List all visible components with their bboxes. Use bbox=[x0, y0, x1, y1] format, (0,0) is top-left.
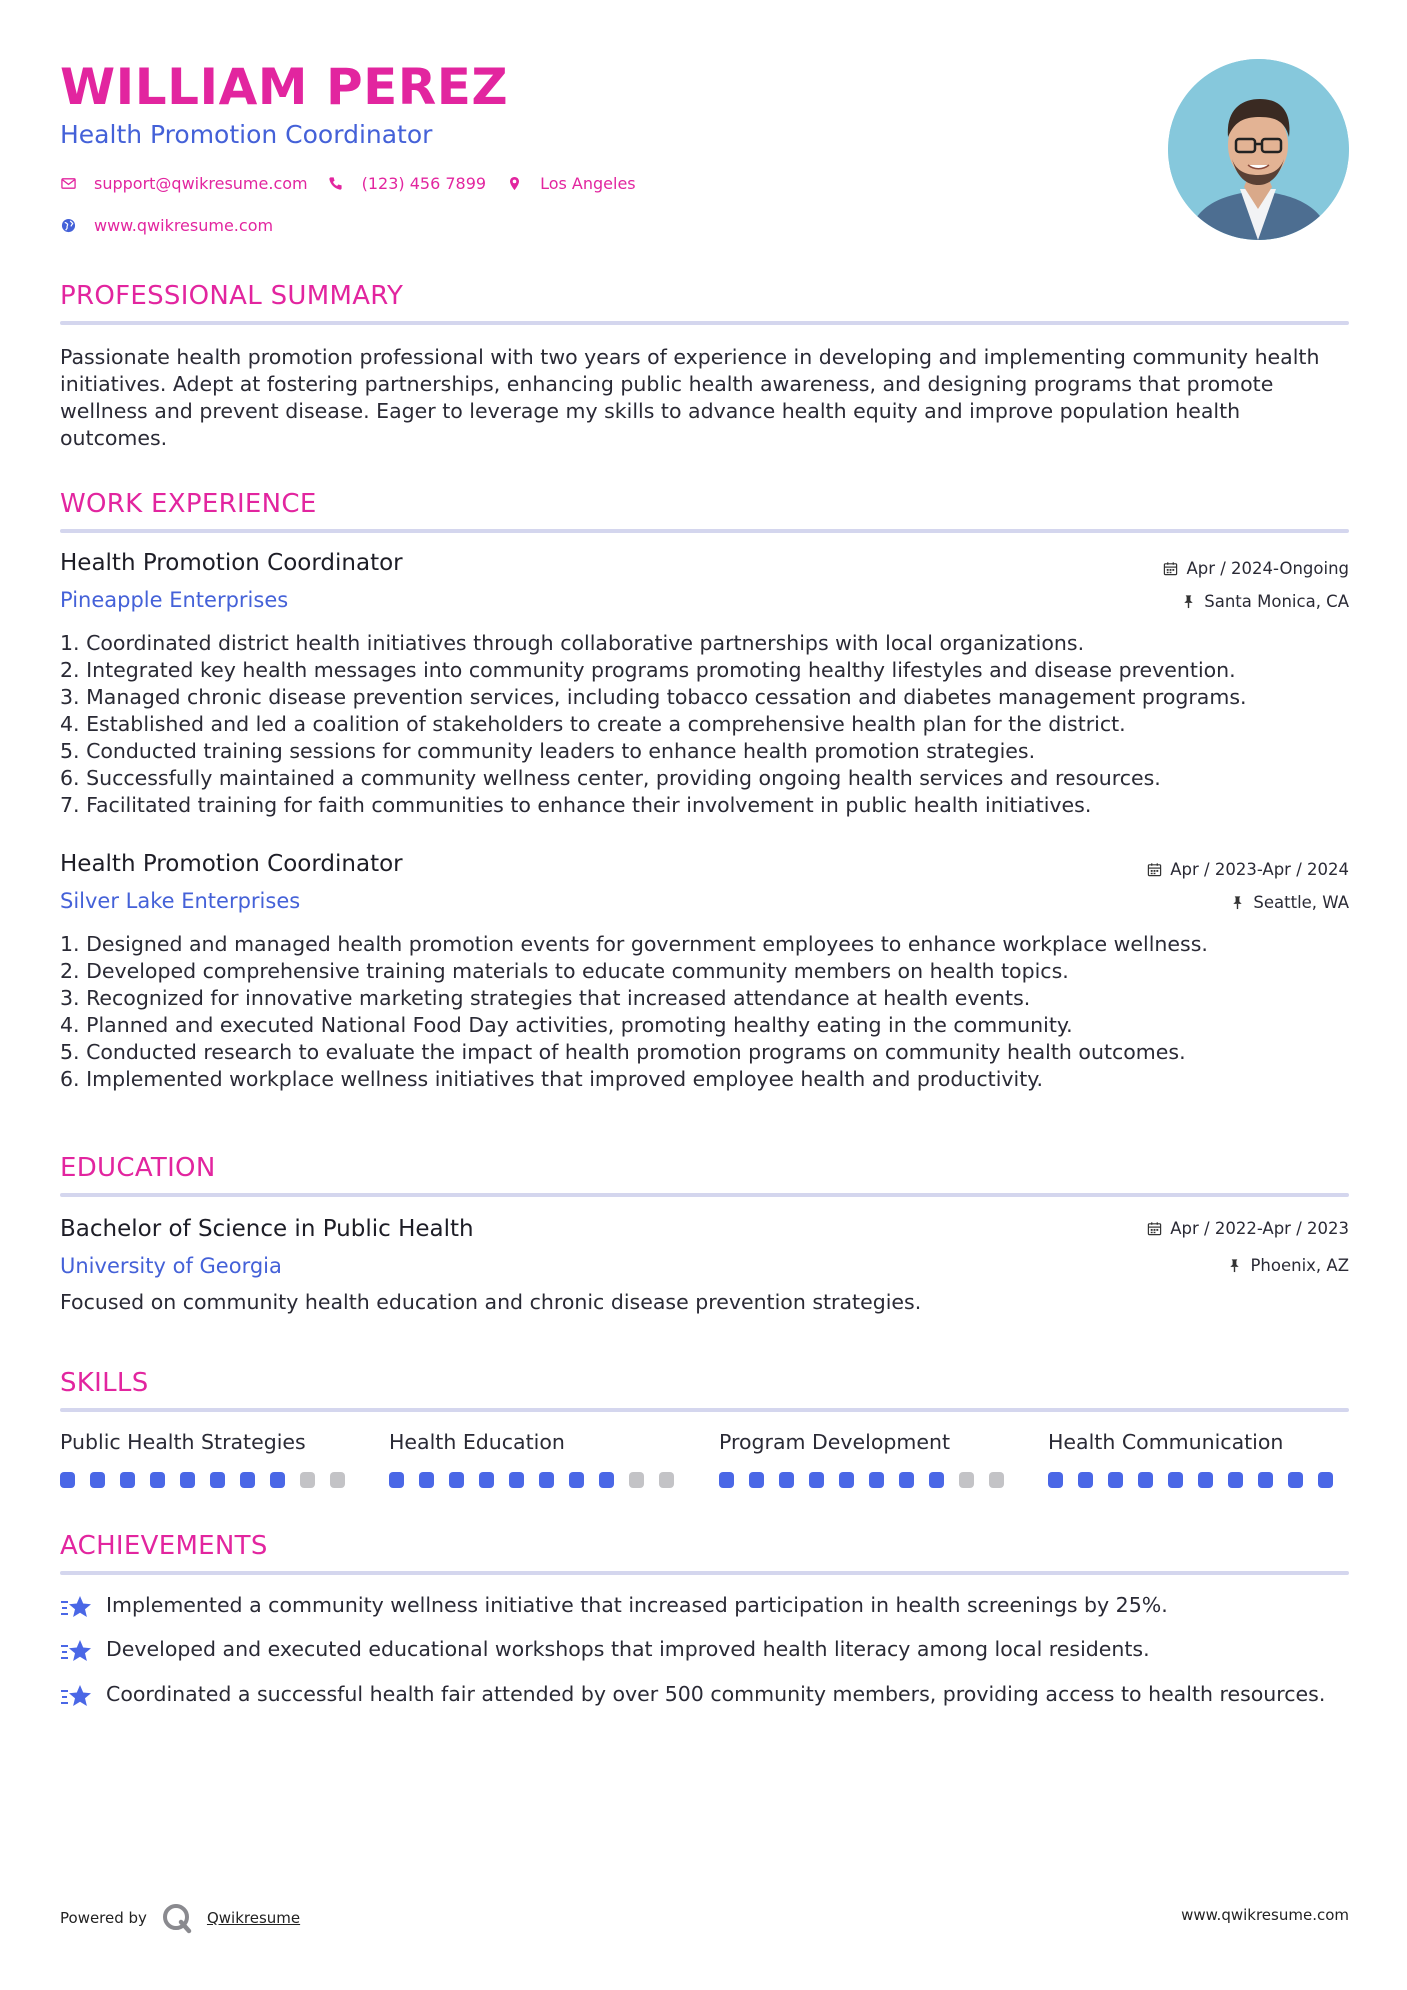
bullet-item: 5. Conducted training sessions for community leaders to enhance health promotion strategies. bbox=[60, 739, 1036, 763]
degree-title: Bachelor of Science in Public Health bbox=[60, 1216, 474, 1242]
achievement-text: Coordinated a successful health fair attended by over 500 community members, providing access to health resources. bbox=[106, 1682, 1326, 1706]
star-icon bbox=[60, 1638, 92, 1666]
brand-link[interactable]: Qwikresume bbox=[206, 1909, 301, 1927]
section-title-achievements: ACHIEVEMENTS bbox=[60, 1531, 268, 1561]
rating-dot-filled bbox=[929, 1472, 944, 1488]
company-name: Pineapple Enterprises bbox=[60, 588, 289, 612]
achievement-text: Developed and executed educational workshops that improved health literacy among local residents. bbox=[106, 1637, 1150, 1661]
rating-dot-filled bbox=[479, 1472, 494, 1488]
job-dates bbox=[1163, 559, 1349, 578]
job-location bbox=[1181, 592, 1349, 611]
achievement-text: Implemented a community wellness initiative that increased participation in health screenings by 25%. bbox=[106, 1593, 1168, 1617]
rating-dot-empty bbox=[629, 1472, 644, 1488]
calendar-icon bbox=[1163, 561, 1178, 576]
job-title: Health Promotion Coordinator bbox=[60, 851, 403, 877]
bullet-item: 7. Facilitated training for faith communities to enhance their involvement in public health initiatives. bbox=[60, 793, 1092, 817]
section-divider bbox=[60, 529, 1349, 533]
rating-dot-filled bbox=[449, 1472, 464, 1488]
rating-dot-empty bbox=[330, 1472, 345, 1488]
envelope-icon bbox=[60, 176, 76, 192]
job-dates bbox=[1147, 860, 1349, 879]
job-location-text: Seattle, WA bbox=[1253, 893, 1349, 912]
phone-item[interactable] bbox=[328, 174, 486, 193]
rating-dot-filled bbox=[899, 1472, 914, 1488]
location-text: Los Angeles bbox=[540, 174, 636, 193]
website-text: www.qwikresume.com bbox=[94, 216, 274, 235]
footer-site-link[interactable]: www.qwikresume.com bbox=[1181, 1906, 1349, 1924]
rating-dot-filled bbox=[1078, 1472, 1093, 1488]
bullet-item: 3. Recognized for innovative marketing strategies that increased attendance at health events. bbox=[60, 986, 1031, 1010]
job-bullets bbox=[60, 931, 1352, 1093]
star-icon bbox=[60, 1683, 92, 1711]
bullet-item: 3. Managed chronic disease prevention services, including tobacco cessation and diabetes management programs. bbox=[60, 685, 1247, 709]
location-item bbox=[506, 174, 636, 193]
skill-rating bbox=[60, 1472, 360, 1488]
powered-by-label: Powered by bbox=[60, 1909, 147, 1927]
rating-dot-filled bbox=[1138, 1472, 1153, 1488]
skill-rating bbox=[719, 1472, 1019, 1488]
map-pin-icon bbox=[506, 176, 522, 192]
skill-item bbox=[389, 1430, 689, 1488]
rating-dot-filled bbox=[210, 1472, 225, 1488]
skill-rating bbox=[1048, 1472, 1348, 1488]
candidate-title: Health Promotion Coordinator bbox=[60, 120, 433, 149]
skill-rating bbox=[389, 1472, 689, 1488]
rating-dot-filled bbox=[419, 1472, 434, 1488]
phone-text: (123) 456 7899 bbox=[361, 174, 487, 193]
rating-dot-filled bbox=[120, 1472, 135, 1488]
education-dates bbox=[1147, 1219, 1349, 1238]
footer-powered-by bbox=[60, 1902, 300, 1934]
section-divider bbox=[60, 1408, 1349, 1412]
rating-dot-filled bbox=[809, 1472, 824, 1488]
rating-dot-empty bbox=[959, 1472, 974, 1488]
pushpin-icon bbox=[1230, 895, 1245, 910]
email-text: support@qwikresume.com bbox=[94, 174, 308, 193]
rating-dot-filled bbox=[779, 1472, 794, 1488]
school-name: University of Georgia bbox=[60, 1254, 282, 1278]
section-divider bbox=[60, 1571, 1349, 1575]
rating-dot-filled bbox=[719, 1472, 734, 1488]
qwikresume-logo-icon bbox=[161, 1902, 193, 1934]
phone-icon bbox=[328, 176, 344, 192]
rating-dot-filled bbox=[1168, 1472, 1183, 1488]
rating-dot-filled bbox=[1288, 1472, 1303, 1488]
skill-item bbox=[1048, 1430, 1348, 1488]
bullet-item: 4. Planned and executed National Food Day activities, promoting healthy eating in the community. bbox=[60, 1013, 1073, 1037]
section-title-skills: SKILLS bbox=[60, 1368, 149, 1398]
candidate-name: WILLIAM PEREZ bbox=[60, 58, 509, 116]
section-title-summary: PROFESSIONAL SUMMARY bbox=[60, 281, 404, 311]
rating-dot-filled bbox=[1048, 1472, 1063, 1488]
education-description: Focused on community health education and chronic disease prevention strategies. bbox=[60, 1290, 922, 1314]
company-name: Silver Lake Enterprises bbox=[60, 889, 301, 913]
calendar-icon bbox=[1147, 862, 1162, 877]
section-divider bbox=[60, 1193, 1349, 1197]
education-dates-text: Apr / 2022-Apr / 2023 bbox=[1170, 1219, 1349, 1238]
job-title: Health Promotion Coordinator bbox=[60, 550, 403, 576]
rating-dot-filled bbox=[60, 1472, 75, 1488]
education-location bbox=[1227, 1256, 1349, 1275]
rating-dot-filled bbox=[539, 1472, 554, 1488]
bullet-item: 2. Integrated key health messages into community programs promoting healthy lifestyles and disease prevention. bbox=[60, 658, 1236, 682]
rating-dot-filled bbox=[240, 1472, 255, 1488]
rating-dot-filled bbox=[869, 1472, 884, 1488]
job-location bbox=[1230, 893, 1349, 912]
summary-text: Passionate health promotion professional with two years of experience in developing and implementing community health initiatives. Adept at fostering partnerships, enhancing public health awareness, and designing programs that promote wellness and prevent disease. Eager to leverage my skills to advance health equity and improve population health outcomes. bbox=[60, 345, 1320, 450]
rating-dot-filled bbox=[389, 1472, 404, 1488]
job-location-text: Santa Monica, CA bbox=[1204, 592, 1349, 611]
bullet-item: 1. Coordinated district health initiatives through collaborative partnerships with local organizations. bbox=[60, 631, 1085, 655]
website-item[interactable] bbox=[60, 216, 273, 235]
rating-dot-empty bbox=[300, 1472, 315, 1488]
rating-dot-filled bbox=[1228, 1472, 1243, 1488]
email-item[interactable] bbox=[60, 174, 308, 193]
calendar-icon bbox=[1147, 1221, 1162, 1236]
rating-dot-filled bbox=[1318, 1472, 1333, 1488]
pushpin-icon bbox=[1181, 594, 1196, 609]
rating-dot-filled bbox=[839, 1472, 854, 1488]
skill-item bbox=[60, 1430, 360, 1488]
job-dates-text: Apr / 2024-Ongoing bbox=[1186, 559, 1349, 578]
bullet-item: 1. Designed and managed health promotion events for government employees to enhance workplace wellness. bbox=[60, 932, 1208, 956]
skill-name: Health Communication bbox=[1048, 1430, 1284, 1454]
skill-name: Program Development bbox=[719, 1430, 951, 1454]
rating-dot-empty bbox=[659, 1472, 674, 1488]
section-divider bbox=[60, 321, 1349, 325]
bullet-item: 6. Implemented workplace wellness initiatives that improved employee health and productivity. bbox=[60, 1067, 1043, 1091]
star-icon bbox=[60, 1594, 92, 1622]
rating-dot-filled bbox=[749, 1472, 764, 1488]
rating-dot-filled bbox=[1198, 1472, 1213, 1488]
pushpin-icon bbox=[1227, 1258, 1242, 1273]
section-title-education: EDUCATION bbox=[60, 1153, 216, 1183]
profile-photo bbox=[1168, 59, 1349, 240]
achievement-item bbox=[60, 1636, 1352, 1666]
job-dates-text: Apr / 2023-Apr / 2024 bbox=[1170, 860, 1349, 879]
rating-dot-filled bbox=[1108, 1472, 1123, 1488]
rating-dot-filled bbox=[180, 1472, 195, 1488]
rating-dot-filled bbox=[569, 1472, 584, 1488]
rating-dot-filled bbox=[90, 1472, 105, 1488]
bullet-item: 4. Established and led a coalition of stakeholders to create a comprehensive health plan for the district. bbox=[60, 712, 1126, 736]
achievement-item bbox=[60, 1681, 1352, 1711]
globe-icon bbox=[60, 218, 76, 234]
achievement-item bbox=[60, 1592, 1352, 1622]
rating-dot-filled bbox=[509, 1472, 524, 1488]
bullet-item: 2. Developed comprehensive training materials to educate community members on health topics. bbox=[60, 959, 1069, 983]
rating-dot-filled bbox=[1258, 1472, 1273, 1488]
rating-dot-empty bbox=[989, 1472, 1004, 1488]
bullet-item: 5. Conducted research to evaluate the impact of health promotion programs on community health outcomes. bbox=[60, 1040, 1186, 1064]
section-title-experience: WORK EXPERIENCE bbox=[60, 489, 317, 519]
contact-row bbox=[60, 174, 656, 193]
rating-dot-filled bbox=[270, 1472, 285, 1488]
skill-name: Health Education bbox=[389, 1430, 565, 1454]
skill-name: Public Health Strategies bbox=[60, 1430, 306, 1454]
education-location-text: Phoenix, AZ bbox=[1250, 1256, 1349, 1275]
skill-item bbox=[719, 1430, 1019, 1488]
website-row bbox=[60, 216, 293, 235]
bullet-item: 6. Successfully maintained a community wellness center, providing ongoing health services and resources. bbox=[60, 766, 1161, 790]
rating-dot-filled bbox=[150, 1472, 165, 1488]
rating-dot-filled bbox=[599, 1472, 614, 1488]
job-bullets bbox=[60, 630, 1352, 819]
